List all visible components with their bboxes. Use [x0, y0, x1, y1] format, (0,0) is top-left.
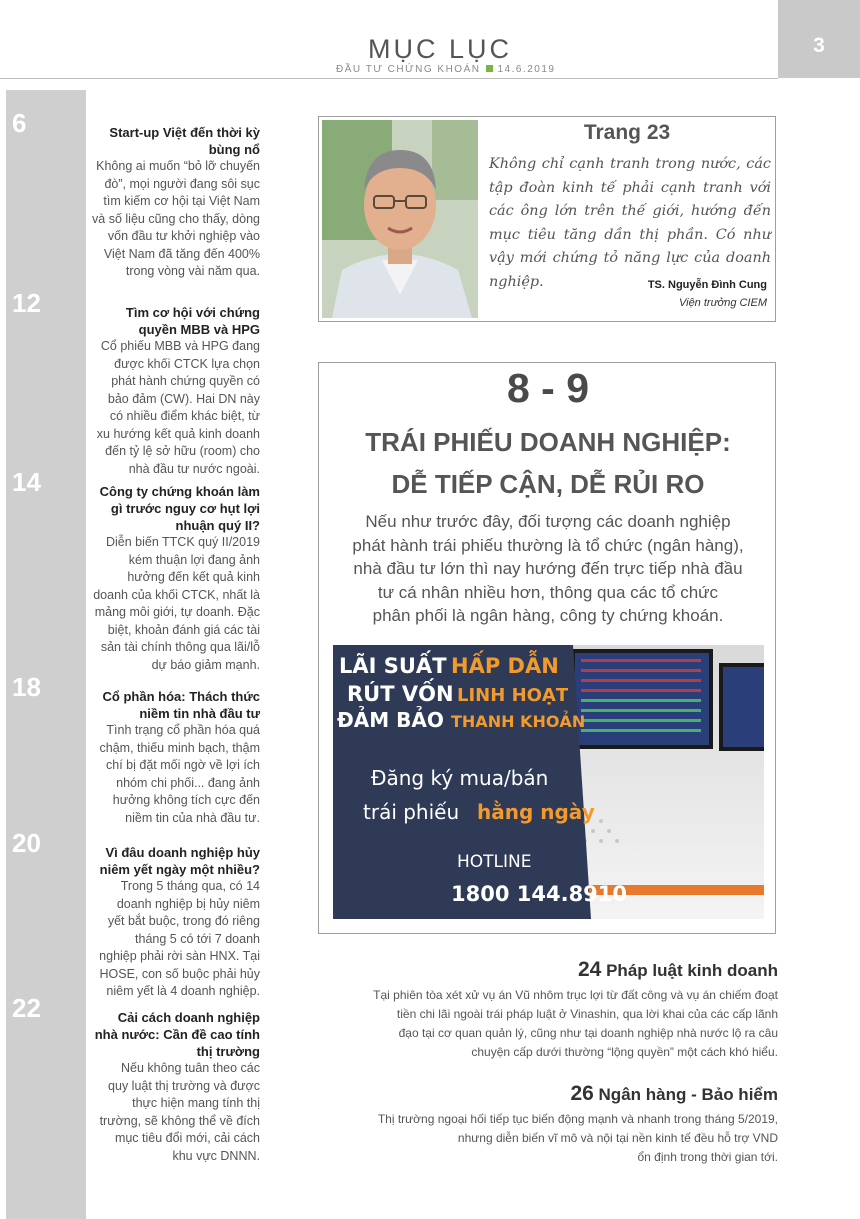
toc-description-line: hưởng đến kết quả kinh — [127, 570, 260, 584]
toc-description-line: biệt, khoản đánh giá các tài — [107, 622, 260, 637]
toc-description-line: doanh nghiệp bị hủy niêm — [116, 896, 260, 911]
toc-description-line: chậm, thiếu minh bạch, thậm — [99, 740, 260, 755]
toc-description-line: nhóm chi phối... đang ảnh — [116, 775, 260, 790]
toc-title-line: thị trường — [196, 1044, 260, 1059]
feature-lead-line: nhà đầu tư lớn thì nay hướng đến trực tiếp nhà đầu — [353, 559, 743, 578]
article-body-line: Tại phiên tòa xét xử vụ án Vũ nhôm trục lợi từ đất công và vụ án chiếm đoạt — [373, 988, 778, 1002]
toc-title — [94, 1009, 260, 1060]
toc-page-number: 20 — [12, 828, 41, 858]
banner-line-2b: LINH HOẠT — [457, 685, 569, 706]
toc-description — [90, 158, 260, 281]
toc-title-line: Tìm cơ hội với chứng — [125, 305, 260, 320]
toc-title — [94, 124, 260, 158]
article-26-title: Ngân hàng - Bảo hiểm — [598, 1085, 778, 1104]
article-26-heading — [338, 1082, 778, 1106]
toc-description — [90, 722, 260, 827]
toc-description-line: phát hành chứng quyền có — [111, 374, 260, 388]
toc-description-line: thực hiện mang tính thị — [132, 1096, 260, 1110]
toc-title-line: Start-up Việt đến thời kỳ — [109, 125, 260, 140]
toc-title-line: Cổ phần hóa: Thách thức — [102, 689, 260, 704]
toc-title-line: gì trước nguy cơ hụt lợi — [110, 501, 260, 516]
sidebar-strip — [6, 90, 86, 1219]
banner-hotline-label: HOTLINE — [457, 852, 532, 872]
feature-lead-line: phát hành trái phiếu thường là tổ chức (ngân hàng), — [352, 535, 744, 555]
toc-description-line: mục tiêu đổi mới, cải cách — [114, 1131, 260, 1145]
article-24 — [338, 958, 778, 1062]
toc-description-line: đò”, mọi người đang sôi sục — [104, 176, 260, 191]
toc-description-line: Nếu không tuân theo các — [121, 1061, 260, 1075]
toc-description-line: hưởng không tích cực đến — [112, 793, 260, 807]
toc-page-number: 14 — [12, 467, 41, 497]
portrait-photo — [322, 120, 478, 318]
toc-description-line: đến tỷ lệ sở hữu (room) cho — [105, 444, 260, 458]
toc-description-line: tháng 5 có tới 7 doanh — [135, 931, 260, 946]
article-24-page: 24 — [578, 958, 602, 981]
toc-page-number: 18 — [12, 672, 41, 702]
toc-title-line: niêm yết ngày một nhiều? — [99, 862, 260, 877]
toc-page-number: 22 — [12, 993, 41, 1023]
toc-description-line: niêm yết là 4 doanh nghiệp. — [106, 984, 260, 998]
toc-description-line: có nhiều điểm khác biệt, từ — [109, 409, 260, 423]
feature-page-range: 8 - 9 — [506, 365, 590, 411]
toc-description-line: tìm kiếm cơ hội tại Việt Nam — [103, 194, 260, 208]
toc-description-line: sản tài chính thông qua lãi/lỗ — [100, 640, 260, 654]
feature-box — [318, 362, 776, 934]
toc-title-line: niềm tin nhà đầu tư — [139, 706, 260, 721]
toc-description-line: doanh của khối CTCK, nhất là — [93, 587, 260, 602]
toc-title — [94, 688, 260, 722]
toc-title-line: Vì đâu doanh nghiệp hủy — [105, 845, 260, 860]
quote-author-role: Viện trưởng CIEM — [678, 297, 767, 309]
toc-title — [94, 304, 260, 338]
square-bullet-icon — [486, 65, 493, 72]
page-number: 3 — [778, 0, 860, 78]
portrait-illustration — [322, 120, 478, 318]
publication-name: ĐẦU TƯ CHỨNG KHOÁN — [336, 64, 481, 75]
feature-photo — [333, 645, 764, 919]
feature-title-line-2: DỄ TIẾP CẬN, DỄ RỦI RO — [391, 469, 705, 499]
issue-date: 14.6.2019 — [497, 64, 556, 75]
toc-title-line: nhuận quý II? — [175, 518, 260, 533]
section-title: MỤC LỤC — [367, 34, 512, 64]
toc-description-line: nghiệp phải rời sàn HNX. Tại — [99, 949, 260, 963]
quote-box — [318, 116, 776, 322]
toc-description-line: và số liệu cũng cho thấy, dòng — [92, 211, 260, 226]
toc-description — [90, 878, 260, 1001]
article-body-line: ổn định trong thời gian tới. — [637, 1150, 778, 1164]
publication-line — [336, 64, 555, 75]
toc-description — [90, 338, 260, 478]
toc-title — [94, 844, 260, 878]
toc-description-line: dự báo giảm mạnh. — [151, 657, 260, 672]
article-body-line: tiền chi lãi ngoài trái pháp luật ở Vinashin, qua lời khai của các cấp lãnh — [396, 1007, 778, 1021]
toc-description-line: xu hướng kết quả kinh doanh — [96, 426, 260, 441]
toc-description-line: kém thuận lợi đang ảnh — [128, 552, 260, 567]
article-24-heading — [338, 958, 778, 982]
toc-page-number: 6 — [12, 108, 27, 138]
toc-title-line: quyền MBB và HPG — [138, 322, 260, 337]
toc-description-line: vốn đầu tư khởi nghiệp vào — [107, 229, 260, 243]
banner-line-2a: RÚT VỐN — [347, 682, 454, 706]
toc-description-line: quy luật thị trường và được — [108, 1078, 260, 1093]
toc-description-line: trong vòng vài năm qua. — [125, 264, 260, 278]
toc-title-line: nhà nước: Cần đề cao tính — [94, 1027, 260, 1042]
banner-hotline-number: 1800 144.8910 — [451, 882, 628, 906]
toc-title-line: bùng nổ — [208, 142, 260, 157]
toc-description-line: bảo đảm (CW). Hai DN này — [107, 391, 260, 406]
banner-line-5a: trái phiếu — [363, 800, 460, 824]
toc-description-line: Việt Nam đã tăng đến 400% — [103, 246, 260, 261]
article-body-line: Thị trường ngoại hối tiếp tục biến động mạnh và nhanh trong tháng 5/2019, — [377, 1112, 778, 1126]
article-body-line: chuyện cấp dưới thường “lộng quyền” một cách khó hiểu. — [471, 1045, 778, 1059]
article-body-line: đạo tại cơ quan quản lý, cũng như tại doanh nghiệp nhà nước lộ ra câu — [398, 1026, 778, 1040]
toc-description-line: niềm tin của nhà đầu tư. — [125, 810, 260, 825]
toc-description-line: Không ai muốn “bỏ lỡ chuyến — [96, 159, 260, 173]
article-24-body — [338, 986, 778, 1062]
toc-description-line: nhà đầu tư nước ngoài. — [128, 461, 260, 476]
feature-lead-line: tư cá nhân nhiều hơn, thông qua các tổ chức — [377, 582, 719, 602]
toc-description-line: chí bị đặt mối ngờ về lợi ích — [106, 758, 260, 772]
article-26 — [338, 1082, 778, 1167]
toc-description-line: Trong 5 tháng qua, có 14 — [120, 879, 260, 893]
article-26-page: 26 — [570, 1082, 594, 1105]
header-rule — [0, 78, 778, 79]
toc-description-line: khu vực DNNN. — [172, 1148, 260, 1163]
toc-description-line: yết bắt buộc, trong đó riêng — [107, 914, 260, 928]
banner-line-3b: THANH KHOẢN — [451, 712, 586, 731]
banner-line-1b: HẤP DẪN — [451, 654, 559, 678]
quote-text: Không chỉ cạnh tranh trong nước, các tập đoàn kinh tế phải cạnh tranh với các ông lớn trên thế giới, hướng đến mục tiêu tăng dần thị phần. Có như vậy mới chứng tỏ năng lực của doanh nghiệp. — [489, 156, 771, 290]
toc-description — [90, 1060, 260, 1165]
banner-line-5b: hằng ngày — [477, 800, 595, 824]
feature-lead-line: Nếu như trước đây, đối tượng các doanh nghiệp — [365, 512, 731, 531]
feature-photo-illustration — [333, 645, 764, 919]
toc-description-line: mảng môi giới, tự doanh. Đặc — [94, 605, 260, 619]
feature-lead-line: phân phối là ngân hàng, công ty chứng khoán. — [372, 606, 724, 625]
toc-description-line: Diễn biến TTCK quý II/2019 — [105, 535, 260, 549]
toc-description — [90, 534, 260, 674]
article-body-line: nhưng diễn biến vĩ mô và nội tại nền kinh tế đều hỗ trợ VND — [457, 1131, 778, 1145]
quote-author: TS. Nguyễn Đình Cung — [647, 279, 767, 291]
banner-line-1a: LÃI SUẤT — [339, 654, 447, 678]
toc-description-line: Tình trạng cổ phần hóa quá — [106, 723, 260, 737]
banner-line-4: Đăng ký mua/bán — [371, 766, 549, 790]
toc-description-line: được khối CTCK lựa chọn — [114, 356, 260, 371]
quote-page-label: Trang 23 — [583, 121, 671, 144]
toc-title — [94, 483, 260, 534]
feature-title-line-1: TRÁI PHIẾU DOANH NGHIỆP: — [365, 427, 731, 457]
article-26-body — [338, 1110, 778, 1167]
toc-description-line: Cổ phiếu MBB và HPG đang — [100, 339, 260, 353]
banner-line-3a: ĐẢM BẢO — [337, 708, 444, 732]
feature-lead — [331, 510, 765, 628]
toc-title-line: Công ty chứng khoán làm — [99, 484, 260, 499]
article-24-title: Pháp luật kinh doanh — [606, 961, 778, 980]
toc-page-number: 12 — [12, 288, 41, 318]
toc-title-line: Cải cách doanh nghiệp — [117, 1010, 260, 1025]
toc-description-line: trường, sẽ không thể về đích — [99, 1113, 260, 1128]
toc-description-line: HOSE, con số buộc phải hủy — [99, 966, 260, 981]
